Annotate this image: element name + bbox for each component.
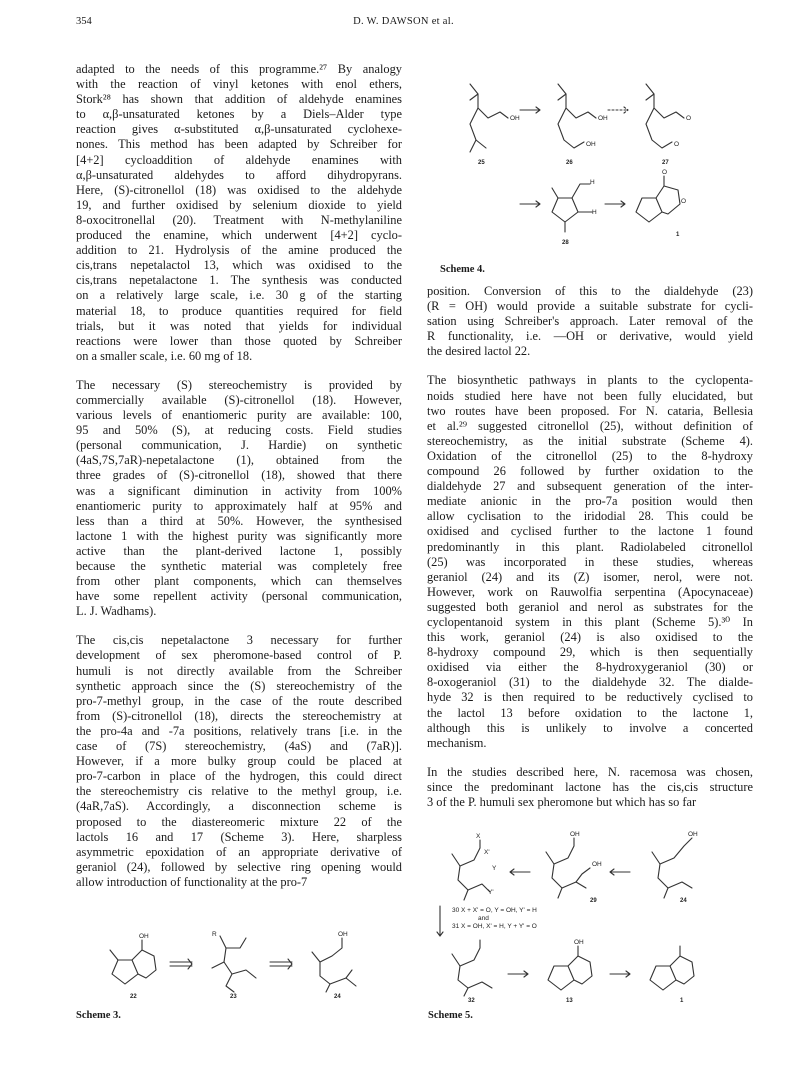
text-line: enantiomeric purity to approximately half at 95% and	[76, 498, 402, 513]
svg-text:H: H	[592, 209, 597, 216]
definition-31: 31 X = OH, X' = H, Y + Y' = O	[452, 923, 537, 930]
text-line: the stereochemistry cis relative to the methyl group, i.e.	[76, 784, 402, 799]
structure-lactone-1	[650, 946, 694, 1004]
paragraph	[76, 378, 402, 620]
structure-26	[558, 84, 608, 166]
structure-28	[552, 179, 597, 246]
svg-text:OH: OH	[592, 861, 602, 868]
structure-22	[110, 933, 156, 1000]
text-line: active than the plant-derived lactone 1, possibly	[76, 543, 402, 558]
text-line: Here, (S)-citronellol (18) was oxidised to the aldehyde	[76, 182, 402, 197]
structure-24	[312, 931, 356, 1000]
text-line: L. J. Wadhams).	[76, 604, 157, 619]
text-line: three grades of (S)-citronellol (18), showed that there	[76, 468, 402, 483]
reaction-arrow	[437, 906, 443, 936]
text-line: cis,trans nepetalactol 13, which was oxidised to the	[76, 258, 402, 273]
paragraph	[76, 633, 402, 890]
text-line: Oxidation of the citronellol (25) to the 8-hydroxy	[427, 448, 753, 463]
text-line: et al.²⁹ suggested citronellol (25), without definition of	[427, 418, 753, 433]
text-line: because the synthetic material was completely free	[76, 559, 402, 573]
reaction-arrow	[605, 201, 625, 207]
text-line: 95 and 50% (S), at reducing costs. Field studies	[76, 423, 402, 438]
svg-text:OH: OH	[338, 931, 348, 938]
svg-text:X': X'	[484, 849, 490, 856]
svg-text:OH: OH	[586, 141, 596, 148]
text-line: adapted to the needs of this programme.²⁷ By analogy	[76, 62, 402, 76]
scheme-3-caption: Scheme 3.	[76, 1010, 121, 1021]
svg-text:X: X	[476, 833, 481, 840]
text-line: mechanism.	[427, 735, 487, 750]
text-line: stereochemistry, as the initial substrate (Scheme 4).	[427, 433, 753, 448]
text-line: suggested both geraniol and nerol as substrates for the	[427, 599, 753, 614]
svg-text:29: 29	[590, 898, 597, 904]
svg-text:OH: OH	[598, 115, 608, 122]
svg-text:Y: Y	[492, 865, 497, 872]
svg-text:OH: OH	[139, 933, 149, 940]
definition-and: and	[478, 915, 489, 922]
text-line: (personal communication, J. Hardie) on synthetic	[76, 438, 402, 453]
svg-text:28: 28	[562, 240, 569, 246]
text-line: to α,β-unsaturated ketones by a Diels–Alder type	[76, 107, 402, 122]
text-line: allow introduction of functionality at the pro-7	[76, 874, 308, 889]
svg-text:O: O	[662, 169, 668, 176]
text-line: 3 of the P. humuli sex pheromone but which has so far	[427, 795, 697, 809]
reaction-arrow	[610, 869, 630, 875]
text-line: trials, but it was noted that yields for individual	[76, 318, 402, 333]
paragraph	[427, 765, 753, 810]
text-line: sation using Schreiber's approach. Later removal of the	[427, 314, 753, 329]
structure-24	[652, 831, 698, 904]
text-line: case of (7S) stereochemistry, (4aS) and (7aR)].	[76, 739, 402, 754]
text-line: have some repellent activity (personal communication,	[76, 589, 402, 604]
scheme-5-figure	[430, 826, 740, 1002]
text-line: pro-7-carbon in place of the hydrogen, this could direct	[76, 769, 402, 784]
reaction-arrow	[270, 959, 292, 969]
text-line: The necessary (S) stereochemistry is provided by	[76, 377, 402, 392]
reaction-arrow	[510, 869, 530, 875]
reaction-arrow	[610, 971, 630, 977]
text-line: hyde 32 is then required to be reductively cyclised to	[427, 690, 753, 705]
paragraph	[76, 62, 402, 364]
text-line: the pro-4a and -7a positions, relatively trans [i.e. in the	[76, 723, 402, 738]
text-line: dialdehyde 27 and subsequent generation of the inter-	[427, 479, 753, 494]
svg-text:23: 23	[230, 994, 237, 1000]
svg-text:H: H	[590, 179, 595, 186]
svg-text:32: 32	[468, 998, 475, 1004]
text-line: synthetic approach since the (S) stereochemistry of the	[76, 678, 402, 693]
scheme-3-figure	[80, 926, 400, 1002]
text-line: 8-oxogeraniol (31) to the dialdehyde 32. The dialde-	[427, 675, 753, 690]
text-line: addition to 21. Hydrolysis of the amine produced the	[76, 243, 402, 258]
text-line: reactions were lower than those quoted by Schreiber	[76, 333, 402, 348]
text-line: material 18, to produce quantities required for field	[76, 303, 402, 318]
text-line: development of sex pheromone-based control of P.	[76, 648, 402, 663]
text-line: on a relatively large scale, i.e. 30 g of the starting	[76, 288, 402, 303]
text-line: the desired lactol 22.	[427, 344, 531, 359]
text-line: (4aS,7S,7aR)-nepetalactone (1), obtained from the	[76, 453, 402, 468]
text-line: noids studied here have not been fully elucidated, but	[427, 388, 753, 403]
text-line: although this is unlikely to involve a concerted	[427, 720, 753, 735]
text-line: allow cyclisation to the iridodial 28. This could be	[427, 509, 753, 524]
text-line: asymmetric epoxidation of an appropriate derivative of	[76, 844, 402, 859]
text-line: 19, and further oxidised by selenium dioxide to yield	[76, 197, 402, 212]
svg-text:25: 25	[478, 160, 485, 166]
text-line: cis,trans nepetalactone 1. The synthesis was conducted	[76, 273, 402, 288]
text-line: Stork²⁸ has shown that addition of aldehyde enamines	[76, 92, 402, 107]
text-line: R functionality, i.e. —OH or derivative, would yield	[427, 329, 753, 344]
text-line: In the studies described here, N. racemosa was chosen,	[427, 764, 753, 779]
svg-text:13: 13	[566, 998, 573, 1004]
text-line: (R = OH) would provide a suitable substrate for cycli-	[427, 299, 753, 314]
svg-text:O: O	[674, 141, 680, 148]
svg-text:24: 24	[334, 994, 341, 1000]
text-line: since the predominant lactone has the cis,cis structure	[427, 779, 753, 794]
text-line: lactone 1 with the highest purity was significantly more	[76, 528, 402, 543]
text-line: geraniol (24) and its (Z) isomer, nerol, were not.	[427, 569, 753, 584]
structure-32	[452, 940, 492, 1004]
running-head: D. W. DAWSON et al.	[353, 16, 454, 27]
text-line: 8-hydroxy compound 29, which is then sequentially	[427, 645, 753, 660]
text-line: reaction gives α-substituted α,β-unsaturated cyclohexe-	[76, 122, 402, 137]
svg-text:1: 1	[676, 232, 680, 238]
text-line: mediate anionic in the pro-7a position would then	[427, 494, 753, 509]
text-line: from (S)-citronellol (18), directs the stereochemistry at	[76, 708, 402, 723]
paragraph	[427, 373, 753, 750]
page-number: 354	[76, 16, 92, 27]
text-line: commercially available (S)-citronellol (18). However,	[76, 392, 402, 407]
svg-text:O: O	[681, 198, 687, 205]
scheme-5-caption: Scheme 5.	[428, 1010, 473, 1021]
structure-29	[546, 831, 602, 904]
text-line: oxidised and cyclised further to the lactone 1 found	[427, 524, 753, 539]
text-line: humuli is not directly available from the Schreiber	[76, 663, 402, 678]
structure-30-31	[452, 833, 497, 900]
scheme-4-caption: Scheme 4.	[440, 264, 485, 275]
text-line: predominantly in this plant. Radiolabeled citronellol	[427, 539, 753, 554]
text-line: However, work on Rauwolfia serpentina (Apocynaceae)	[427, 584, 753, 599]
left-column	[76, 62, 402, 904]
svg-text:R: R	[212, 931, 217, 938]
text-line: two routes have been proposed. For N. cataria, Bellesia	[427, 403, 753, 418]
text-line: from other plant components, which can themselves	[76, 574, 402, 589]
text-line: proposed to the diastereomeric mixture 22 of the	[76, 814, 402, 829]
text-line: on a smaller scale, i.e. 60 mg of 18.	[76, 348, 253, 363]
text-line: various levels of enantiomeric purity are available: 100,	[76, 408, 402, 423]
text-line: α,β-unsaturated aldehydes to afford dihydropyrans.	[76, 167, 402, 182]
text-line: nones. This method has been adapted by Schreiber for	[76, 137, 402, 152]
structure-23	[212, 931, 256, 1000]
text-line: was a significant diminution in activity from 100%	[76, 483, 402, 498]
text-line: pro-7-methyl group, in the case of the route described	[76, 693, 402, 708]
svg-text:1: 1	[680, 998, 684, 1004]
right-column	[427, 284, 753, 824]
structure-13	[548, 939, 592, 1004]
svg-text:OH: OH	[510, 115, 520, 122]
svg-text:26: 26	[566, 160, 573, 166]
svg-text:OH: OH	[688, 831, 698, 838]
text-line: 8-oxocitronellal (20). Treatment with N-methylaniline	[76, 212, 402, 227]
text-line: The biosynthetic pathways in plants to the cyclopenta-	[427, 373, 753, 388]
svg-text:24: 24	[680, 898, 687, 904]
text-line: [4+2] cycloaddition of aldehyde enamines with	[76, 152, 402, 167]
paragraph	[427, 284, 753, 359]
text-line: the lactol 13 before oxidation to the lactone 1,	[427, 705, 753, 720]
text-line: compound 26 followed by further oxidation to the	[427, 464, 753, 479]
reaction-arrow	[520, 201, 540, 207]
reaction-arrow	[170, 959, 192, 969]
text-line: with the reaction of vinyl ketones with enol ethers,	[76, 77, 402, 92]
reaction-arrow	[508, 971, 528, 977]
text-line: oxidised via either the 8-hydroxygeraniol (30) or	[427, 660, 753, 675]
text-line: produced the enamine, which underwent [4+2] cyclo-	[76, 228, 402, 243]
svg-text:O: O	[686, 115, 692, 122]
svg-text:OH: OH	[570, 831, 580, 838]
text-line: cyclopentanoid system in this plant (Scheme 5).³⁰ In	[427, 614, 753, 629]
svg-text:OH: OH	[574, 939, 584, 946]
reaction-arrow	[608, 107, 628, 113]
svg-text:27: 27	[662, 160, 669, 166]
text-line: lactols 16 and 17 (Scheme 3). Here, sharpless	[76, 829, 402, 844]
structure-27	[646, 84, 691, 166]
text-line: (4aR,7aS). Accordingly, a disconnection scheme is	[76, 799, 402, 814]
text-line: geraniol (24), followed by selective ring opening would	[76, 859, 402, 874]
text-line: (25) was incorporated in these studies, whereas	[427, 554, 753, 569]
svg-text:22: 22	[130, 994, 137, 1000]
structure-25	[470, 84, 520, 166]
text-line: The cis,cis nepetalactone 3 necessary for further	[76, 633, 402, 648]
definition-30: 30 X + X' = O, Y = OH, Y' = H	[452, 907, 537, 914]
scheme-4-figure	[440, 72, 740, 272]
text-line: this work, geraniol (24) is also oxidised to the	[427, 630, 753, 645]
svg-text:Y': Y'	[488, 889, 494, 896]
reaction-arrow	[520, 107, 540, 113]
text-line: less than a third at 50%. However, the synthesised	[76, 513, 402, 528]
structure-lactone-1	[636, 169, 686, 238]
text-line: However, if a more bulky group could be placed at	[76, 754, 402, 769]
text-line: position. Conversion of this to the dialdehyde (23)	[427, 284, 753, 298]
